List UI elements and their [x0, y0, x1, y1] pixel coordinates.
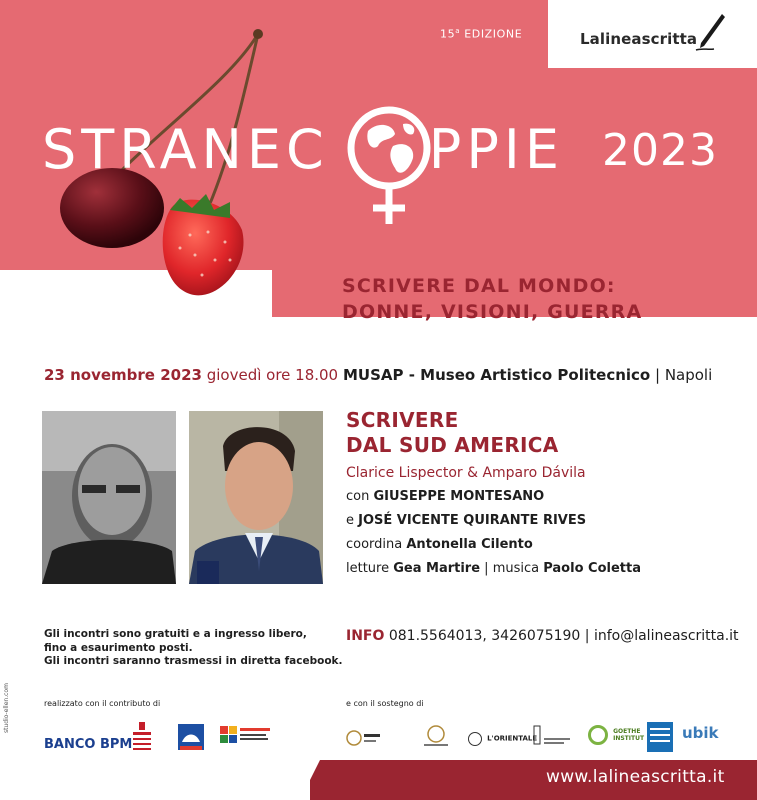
lalineascritta-logo: Lalineascritta — [580, 30, 698, 48]
ubik-logo: ubik — [682, 724, 719, 742]
event-title-line-2: DAL SUD AMERICA — [346, 433, 559, 457]
email-link[interactable]: info@lalineascritta.it — [593, 628, 739, 644]
event-date: 23 novembre 2023 giovedì ore 18.00 — [44, 366, 339, 384]
venus-globe-icon — [333, 96, 483, 236]
contact-info: INFO 081.5564013, 3426075190 | info@lalineascritta.it — [346, 628, 739, 644]
accademia-belle-arti-logo — [647, 722, 673, 752]
readings-music-line: letture Gea Martire | musica Paolo Coletta — [346, 561, 641, 576]
event-title-line-1: SCRIVERE — [346, 408, 459, 432]
guest-line-2: e JOSÉ VICENTE QUIRANTE RIVES — [346, 513, 587, 528]
notes-block — [44, 628, 343, 669]
sponsor-label: realizzato con il contributo di — [44, 699, 161, 708]
footer-white-area — [0, 760, 310, 800]
event-venue: MUSAP - Museo Artistico Politecnico | Napoli — [343, 366, 713, 384]
cervantes-logo — [130, 722, 160, 756]
title-year: 2023 — [602, 125, 718, 176]
notes-line-1: Gli incontri sono gratuiti e a ingresso libero, — [44, 628, 307, 640]
notes-line-2: fino a esaurimento posti. — [44, 641, 193, 654]
edition-label: 15$^a$ EDIZIONE — [440, 27, 523, 41]
guest-line-1: con GIUSEPPE MONTESANO — [346, 489, 545, 504]
photo-speaker-2 — [189, 411, 323, 584]
website-link[interactable]: www.lalineascritta.it — [546, 767, 725, 787]
banco-bpm-logo: BANCO BPM — [44, 737, 133, 752]
musap-logo — [346, 726, 382, 750]
orientale-logo: L'ORIENTALE — [468, 728, 537, 747]
event-authors: Clarice Lispector & Amparo Dávila — [346, 465, 586, 481]
campania-libri-festival-logo — [220, 724, 276, 752]
design-credit: studio-ellen.com — [3, 683, 10, 733]
palazzo-logo — [530, 724, 574, 750]
regione-campania-logo — [176, 722, 206, 752]
theme-line-2: DONNE, VISIONI, GUERRA — [342, 301, 643, 323]
event-title — [346, 408, 559, 458]
photo-speaker-1 — [42, 411, 176, 584]
footer-slant — [300, 760, 320, 800]
support-label: e con il sostegno di — [346, 699, 424, 708]
theme-line-1: SCRIVERE DAL MONDO: — [342, 275, 616, 297]
theme-title — [342, 273, 642, 325]
coordinator-line: coordina Antonella Cilento — [346, 537, 533, 552]
notes-line-3: Gli incontri saranno trasmessi in diretta facebook. — [44, 655, 343, 667]
title-stranecoppie: STRANEC PPIE — [42, 118, 564, 181]
pen-icon — [694, 12, 728, 52]
goethe-institut-logo: GOETHE INSTITUT — [588, 724, 644, 745]
fondazione-logo — [418, 724, 454, 750]
